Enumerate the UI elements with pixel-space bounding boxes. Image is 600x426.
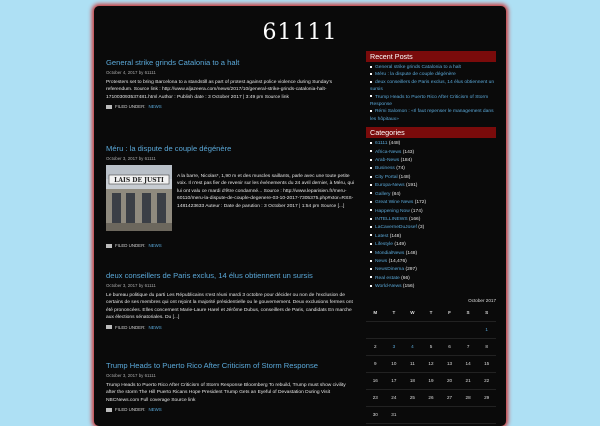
calendar-day: 7: [459, 338, 478, 355]
category-count: (143): [402, 149, 415, 155]
category-count: (3): [418, 225, 425, 231]
bullet-icon: [370, 73, 372, 75]
calendar-day: [422, 406, 441, 423]
category-item[interactable]: [370, 216, 496, 224]
calendar-day: 26: [422, 389, 441, 406]
bullet-icon: [370, 251, 372, 253]
category-item[interactable]: [370, 191, 496, 199]
bullet-icon: [370, 276, 372, 278]
calendar-week: [366, 321, 496, 338]
category-link[interactable]: Europa-News: [375, 183, 405, 189]
calendar-day: [459, 406, 478, 423]
calendar-week: [366, 372, 496, 389]
category-link[interactable]: MondialNews: [375, 250, 405, 256]
post: [106, 361, 356, 412]
recent-post-link[interactable]: General strike grinds Catalonia to a halt: [375, 65, 461, 70]
category-count: (14,476): [388, 258, 407, 264]
calendar-day: 10: [385, 355, 404, 372]
post-excerpt: A la barre, Nicolas*, 1,90 m et des muscles saillants, parle avec une toute petite voix. Il n'est pas fier de revenir sur les événements du 24 avril dernier, à Méru, qui lui ont valu ce mardi d'être condamné... Source : http://www.leparisien.fr/meru-60110/meru-la-dispute-de-couple-degenere-03-10-2017-7305375.php#xtor=RSS-1481423633 Auteur : Date de parution : 3 October 2017 | 1:54 pm Source [...]: [177, 174, 355, 209]
calendar-weekday: T: [385, 305, 404, 322]
calendar-day: [440, 406, 459, 423]
calendar-day: 17: [385, 372, 404, 389]
calendar-weekday: T: [422, 305, 441, 322]
bullet-icon: [370, 66, 372, 68]
calendar-day: [477, 406, 496, 423]
category-count: (172): [414, 200, 427, 206]
category-count: (66): [401, 275, 410, 281]
calendar-day: 5: [422, 338, 441, 355]
post-category-link[interactable]: NEWS: [148, 104, 162, 110]
filed-under-label: FILED UNDER:: [115, 407, 146, 413]
post-meta: October 4, 2017 by 61111: [106, 70, 156, 75]
recent-post-link[interactable]: deux conseillers de Paris exclus, 14 élus obtiennent un sursis: [370, 79, 495, 93]
category-count: (156): [402, 284, 415, 290]
category-count: (148): [405, 250, 418, 256]
category-link[interactable]: LaCaverneDuJosef: [375, 225, 417, 231]
filed-under: [106, 325, 356, 330]
calendar-day[interactable]: 3: [385, 338, 404, 355]
category-item[interactable]: [370, 266, 496, 274]
category-link[interactable]: Business: [375, 166, 395, 172]
calendar-day: [403, 321, 422, 338]
calendar-day: [385, 321, 404, 338]
category-count: (74): [396, 166, 405, 172]
calendar-week: [366, 338, 496, 355]
calendar-weekday: S: [459, 305, 478, 322]
category-count: (174): [411, 208, 423, 214]
category-link[interactable]: Happening Now: [375, 208, 410, 214]
category-item[interactable]: [370, 149, 496, 157]
category-count: (148): [389, 233, 402, 239]
bullet-icon: [370, 226, 372, 228]
calendar-day: 27: [440, 389, 459, 406]
calendar-day[interactable]: 4: [403, 338, 422, 355]
category-link[interactable]: Arab-News: [375, 158, 400, 164]
filed-under-label: FILED UNDER:: [115, 243, 146, 248]
calendar: [366, 298, 496, 424]
site-title[interactable]: 61111: [262, 20, 338, 45]
bullet-icon: [370, 110, 372, 112]
calendar-day: 24: [385, 389, 404, 406]
recent-post-item[interactable]: [370, 71, 496, 78]
category-link[interactable]: News: [375, 258, 388, 264]
calendar-caption: October 2017: [468, 297, 496, 303]
category-item[interactable]: [370, 283, 496, 291]
category-link[interactable]: Latest: [375, 233, 389, 239]
main-content: [106, 58, 356, 412]
calendar-day: 6: [440, 338, 459, 355]
category-link[interactable]: Lifestyle: [375, 242, 393, 248]
courthouse-image: [106, 165, 172, 231]
post: [106, 58, 356, 144]
sidebar: [366, 51, 496, 424]
category-item[interactable]: [370, 250, 496, 258]
recent-post-item[interactable]: [370, 64, 496, 71]
post-title[interactable]: General strike grinds Catalonia to a halt: [106, 58, 240, 67]
category-item[interactable]: [370, 157, 496, 165]
category-link[interactable]: 61111: [375, 141, 388, 147]
calendar-day: 29: [477, 389, 496, 406]
recent-post-item[interactable]: [370, 94, 496, 109]
calendar-weekday: S: [477, 305, 496, 322]
bullet-icon: [370, 167, 372, 169]
category-item[interactable]: [370, 224, 496, 232]
filed-under-label: FILED UNDER:: [115, 324, 146, 330]
bullet-icon: [370, 81, 372, 83]
category-count: (166): [408, 216, 421, 222]
bullet-icon: [370, 218, 372, 220]
filed-under: [106, 243, 356, 248]
calendar-day: 12: [422, 355, 441, 372]
category-count: (148): [398, 174, 411, 180]
calendar-day: 16: [366, 372, 385, 389]
post-excerpt: Protesters set to bring Barcelona to a standstill as part of protest against police violence during Sunday's referendum. Source link : http://www.aljazeera.com/news/2017/10/general-strike-grinds-catalonia-halt-171003093537481.html Author : Publish date : 3 October 2017 | 3:49 pm Source link: [106, 80, 333, 100]
folder-icon: [106, 244, 112, 248]
category-count: (184): [400, 158, 412, 164]
thumbnail-sign-text: LAIS DE JUSTI: [114, 177, 164, 184]
post: [106, 271, 356, 361]
post-meta: October 3, 2017 by 61111: [106, 373, 156, 378]
category-item[interactable]: [370, 174, 496, 182]
calendar-week: [366, 406, 496, 423]
filed-under-label: FILED UNDER:: [115, 104, 146, 110]
category-link[interactable]: Real estate: [375, 275, 400, 281]
category-item[interactable]: [370, 140, 496, 148]
calendar-day: 11: [403, 355, 422, 372]
category-count: (448): [388, 141, 401, 147]
category-link[interactable]: Africa-News: [375, 149, 402, 155]
category-item[interactable]: [370, 233, 496, 241]
calendar-day[interactable]: 1: [477, 321, 496, 338]
category-item[interactable]: [370, 208, 496, 216]
bullet-icon: [370, 260, 372, 262]
calendar-day: 13: [440, 355, 459, 372]
calendar-day: [440, 321, 459, 338]
post-meta: October 3, 2017 by 61111: [106, 156, 156, 161]
page-container: [94, 6, 506, 426]
post-title[interactable]: deux conseillers de Paris exclus, 14 élus obtiennent un sursis: [106, 271, 313, 280]
calendar-weekday: W: [403, 305, 422, 322]
categories-title: Categories: [366, 127, 496, 138]
category-item[interactable]: [370, 275, 496, 283]
calendar-day: 22: [477, 372, 496, 389]
calendar-week: [366, 355, 496, 372]
calendar-day: 20: [440, 372, 459, 389]
calendar-day: 8: [477, 338, 496, 355]
filed-under: [106, 407, 356, 412]
calendar-day: 23: [366, 389, 385, 406]
calendar-day: 18: [403, 372, 422, 389]
calendar-day: 2: [366, 338, 385, 355]
calendar-week: [366, 389, 496, 406]
calendar-weekday: M: [366, 305, 385, 322]
recent-posts-title: Recent Posts: [366, 51, 496, 62]
calendar-day: 14: [459, 355, 478, 372]
recent-post-link[interactable]: Trump Heads to Puerto Rico After Criticism of Storm Response: [370, 94, 489, 108]
category-link[interactable]: INTELLINEWS: [375, 216, 408, 222]
bullet-icon: [370, 159, 372, 161]
calendar-table: [366, 305, 496, 424]
post-thumbnail[interactable]: [106, 165, 172, 231]
post-meta: October 3, 2017 by 61111: [106, 283, 156, 288]
post-excerpt: Trump Heads to Puerto Rico After Criticism of Storm Response Bloomberg To rebuild, Trump must show civility after the storm The Hill Puerto Ricans Hope President Trump Gets an Eyeful of Devastation During Visit NBCNews.com Full coverage Source link: [106, 383, 346, 403]
calendar-weekday: F: [440, 305, 459, 322]
calendar-day: 15: [477, 355, 496, 372]
bullet-icon: [370, 234, 372, 236]
recent-posts-list: [366, 64, 496, 123]
category-link[interactable]: NewsDinema: [375, 267, 405, 273]
category-count: (191): [406, 183, 418, 189]
post-excerpt: Le bureau politique du parti Les Républicains s'est réuni mardi 3 octobre pour décider ou non de l'exclusion de certains de ses membres qui ont rejoint la majorité présidentielle ou le gouvernement. Deux exclusions fermes ont été prononcées. Elles concernent Marie-Laure Harel et Jérôme Dubus, conseillers de Paris, candidats En marche aux élections sénatoriales. Du [...]: [106, 293, 353, 321]
category-link[interactable]: World-News: [375, 284, 402, 290]
bullet-icon: [370, 268, 372, 270]
calendar-day: [366, 321, 385, 338]
category-count: (297): [405, 267, 417, 273]
folder-icon: [106, 408, 112, 412]
category-link[interactable]: Gallery: [375, 191, 391, 197]
folder-icon: [106, 105, 112, 109]
recent-post-link[interactable]: Rémi Salomon : «Il faut repenser le management dans les hôpitaux»: [370, 109, 494, 122]
calendar-day: 30: [366, 406, 385, 423]
bullet-icon: [370, 192, 372, 194]
bullet-icon: [370, 209, 372, 211]
folder-icon: [106, 325, 112, 329]
calendar-day: 25: [403, 389, 422, 406]
bullet-icon: [370, 201, 372, 203]
categories-list: [366, 140, 496, 291]
category-item[interactable]: [370, 241, 496, 249]
bullet-icon: [370, 95, 372, 97]
calendar-day: [422, 321, 441, 338]
post-title[interactable]: Trump Heads to Puerto Rico After Criticism of Storm Response: [106, 361, 318, 370]
filed-under: [106, 104, 356, 109]
bullet-icon: [370, 184, 372, 186]
category-count: (84): [391, 191, 401, 197]
calendar-day: 28: [459, 389, 478, 406]
category-item[interactable]: [370, 165, 496, 173]
category-count: (149): [394, 242, 406, 248]
post-category-link[interactable]: NEWS: [148, 243, 162, 248]
post-title[interactable]: Méru : la dispute de couple dégénère: [106, 144, 232, 153]
category-item[interactable]: [370, 199, 496, 207]
calendar-day: [459, 321, 478, 338]
recent-post-item[interactable]: [370, 108, 496, 123]
calendar-day: 19: [422, 372, 441, 389]
bullet-icon: [370, 243, 372, 245]
category-link[interactable]: Great Wine News: [375, 200, 414, 206]
calendar-day: 21: [459, 372, 478, 389]
bullet-icon: [370, 285, 372, 287]
post: [106, 144, 356, 271]
calendar-day: 31: [385, 406, 404, 423]
recent-post-item[interactable]: [370, 79, 496, 94]
bullet-icon: [370, 176, 372, 178]
calendar-day: 9: [366, 355, 385, 372]
bullet-icon: [370, 142, 372, 144]
category-link[interactable]: City Portal: [375, 174, 398, 180]
bullet-icon: [370, 150, 372, 152]
recent-post-link[interactable]: Méru : la dispute de couple dégénère: [375, 72, 456, 78]
post-category-link[interactable]: NEWS: [148, 324, 162, 330]
category-item[interactable]: [370, 258, 496, 266]
category-item[interactable]: [370, 182, 496, 190]
post-category-link[interactable]: NEWS: [148, 407, 162, 413]
calendar-day: [403, 406, 422, 423]
